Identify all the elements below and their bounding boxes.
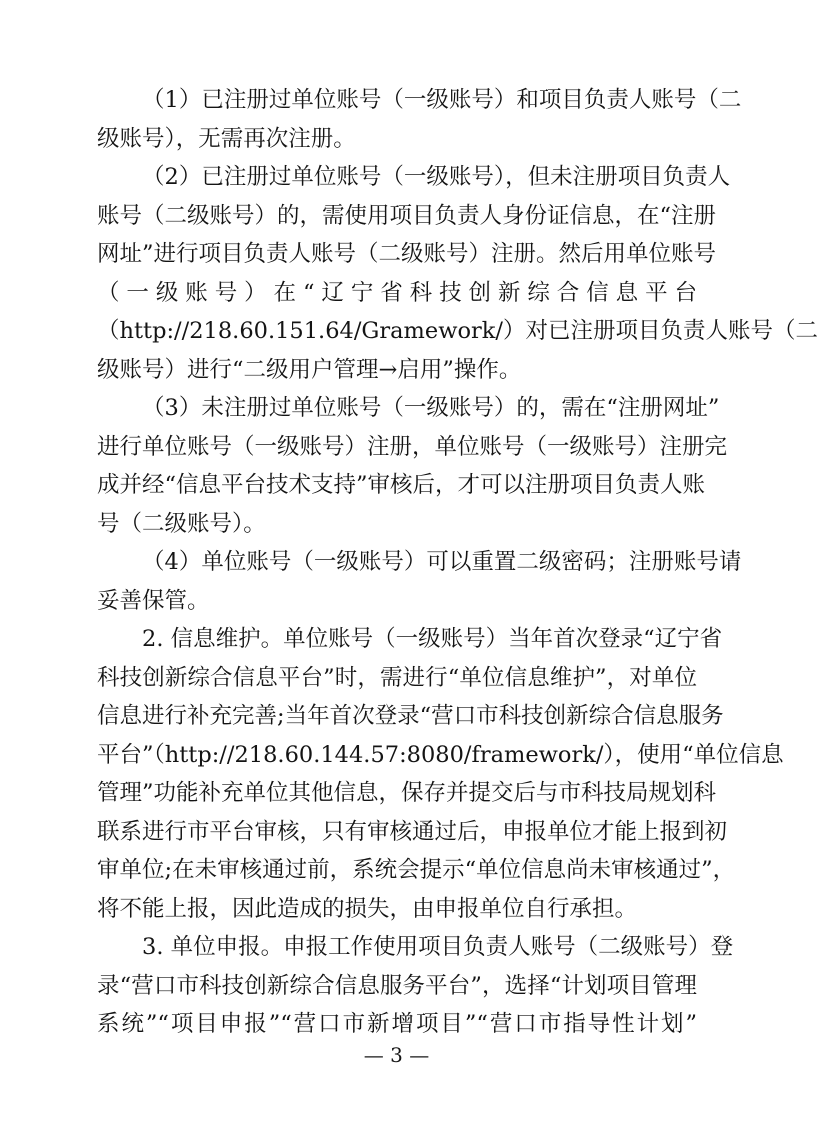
- text-line: （1）已注册过单位账号（一级账号）和项目负责人账号（二: [142, 87, 742, 113]
- text-line: （2）已注册过单位账号（一级账号），但未注册项目负责人: [142, 164, 731, 190]
- text-line: 号（二级账号）。: [97, 511, 266, 537]
- text-line: 审单位;在未审核通过前，系统会提示“单位信息尚未审核通过”，: [97, 857, 736, 883]
- text-line: 3. 单位申报。申报工作使用项目负责人账号（二级账号）登: [142, 934, 734, 960]
- text-line: 科技创新综合信息平台”时，需进行“单位信息维护”，对单位: [97, 665, 697, 691]
- text-line: 级账号），无需再次注册。: [97, 126, 356, 152]
- text-line: 平台”（http://218.60.144.57:8080/framework/），使用“单位信息: [97, 742, 784, 768]
- text-line: 信息进行补充完善;当年首次登录“营口市科技创新综合信息服务: [97, 703, 724, 729]
- text-line: 录“营口市科技创新综合信息服务平台”，选择“计划项目管理: [97, 973, 697, 999]
- page-number: — 3 —: [363, 1043, 430, 1067]
- text-line: （一级账号）在“辽宁省科技创新综合信息平台: [97, 280, 697, 306]
- text-line: （4）单位账号（一级账号）可以重置二级密码；注册账号请: [142, 549, 742, 575]
- text-line: 系统”“项目申报”“营口市新增项目”“营口市指导性计划”: [97, 1011, 697, 1037]
- text-line: 账号（二级账号）的，需使用项目负责人身份证信息，在“注册: [97, 203, 717, 229]
- text-line: 妥善保管。: [97, 588, 210, 614]
- text-line: 进行单位账号（一级账号）注册，单位账号（一级账号）注册完: [97, 434, 728, 460]
- text-line: 联系进行市平台审核，只有审核通过后，申报单位才能上报到初: [97, 819, 728, 845]
- text-line: 2. 信息维护。单位账号（一级账号）当年首次登录“辽宁省: [142, 626, 723, 652]
- text-line: 成并经“信息平台技术支持”审核后，才可以注册项目负责人账: [97, 472, 706, 498]
- text-line: 将不能上报，因此造成的损失，由申报单位自行承担。: [97, 896, 638, 922]
- text-line: 管理”功能补充单位其他信息，保存并提交后与市科技局规划科: [97, 780, 717, 806]
- text-line: 网址”进行项目负责人账号（二级账号）注册。然后用单位账号: [97, 241, 717, 267]
- text-line: 级账号）进行“二级用户管理→启用”操作。: [97, 357, 522, 383]
- text-line: （3）未注册过单位账号（一级账号）的，需在“注册网址”: [142, 395, 720, 421]
- text-line: （http://218.60.151.64/Gramework/）对已注册项目负责人账号（二: [97, 318, 818, 344]
